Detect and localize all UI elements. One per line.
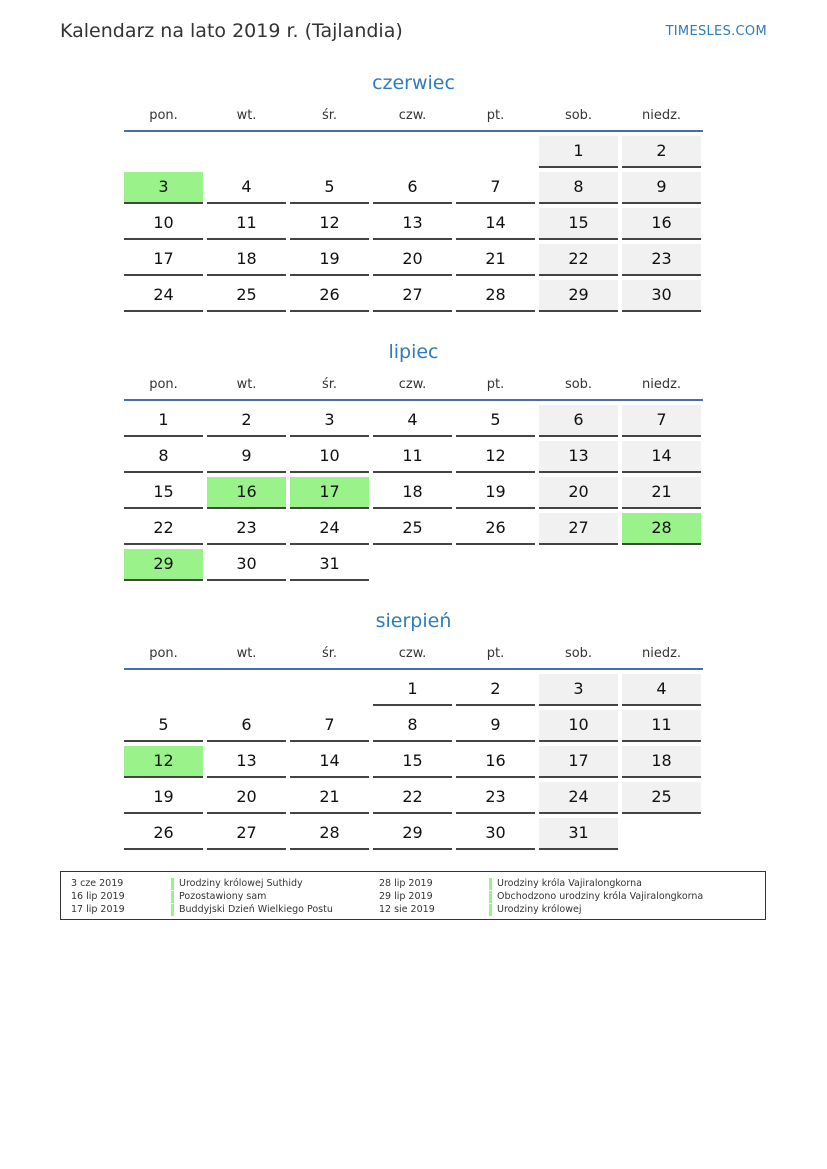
legend-holiday-name: Buddyjski Dzień Wielkiego Postu xyxy=(171,904,333,916)
day-cell[interactable]: 16 xyxy=(622,208,701,240)
legend-holiday-name: Urodziny królowej Suthidy xyxy=(171,878,303,890)
empty-cell xyxy=(290,136,369,168)
weekday-label: pt. xyxy=(486,377,505,392)
day-cell[interactable]: 4 xyxy=(622,674,701,706)
day-cell[interactable]: 26 xyxy=(456,513,535,545)
legend-holiday-name: Urodziny króla Vajiralongkorna xyxy=(489,878,642,890)
day-cell[interactable]: 5 xyxy=(290,172,369,204)
weekday-header xyxy=(124,644,703,670)
day-cell[interactable]: 2 xyxy=(207,405,286,437)
day-cell[interactable]: 28 xyxy=(290,818,369,850)
day-cell[interactable]: 12 xyxy=(456,441,535,473)
month-name: czerwiec xyxy=(372,72,455,94)
weekday-label: niedz. xyxy=(641,646,682,661)
day-cell[interactable]: 14 xyxy=(622,441,701,473)
day-cell[interactable]: 13 xyxy=(373,208,452,240)
month-calendar xyxy=(124,608,703,854)
day-cell[interactable]: 7 xyxy=(456,172,535,204)
empty-cell xyxy=(207,674,286,706)
legend-date: 3 cze 2019 xyxy=(71,878,124,889)
day-cell[interactable]: 16 xyxy=(456,746,535,778)
day-cell[interactable]: 2 xyxy=(622,136,701,168)
day-cell[interactable]: 4 xyxy=(207,172,286,204)
legend-date: 28 lip 2019 xyxy=(379,878,433,889)
day-cell[interactable]: 2 xyxy=(456,674,535,706)
weekday-label: wt. xyxy=(236,646,257,661)
weekday-label: śr. xyxy=(321,377,338,392)
empty-cell xyxy=(456,136,535,168)
day-cell[interactable]: 6 xyxy=(207,710,286,742)
weekday-header xyxy=(124,375,703,401)
day-cell[interactable]: 3 xyxy=(290,405,369,437)
day-cell[interactable]: 3 xyxy=(539,674,618,706)
weekday-label: niedz. xyxy=(641,377,682,392)
day-cell[interactable]: 1 xyxy=(124,405,203,437)
day-cell[interactable]: 31 xyxy=(290,549,369,581)
day-cell[interactable]: 27 xyxy=(539,513,618,545)
day-cell[interactable]: 27 xyxy=(373,280,452,312)
day-cell[interactable]: 7 xyxy=(622,405,701,437)
day-grid xyxy=(124,136,703,316)
weekday-label: sob. xyxy=(564,377,593,392)
day-cell[interactable]: 24 xyxy=(290,513,369,545)
day-cell[interactable]: 30 xyxy=(456,818,535,850)
empty-cell xyxy=(373,136,452,168)
day-cell[interactable]: 19 xyxy=(290,244,369,276)
day-cell[interactable]: 1 xyxy=(539,136,618,168)
day-cell[interactable]: 13 xyxy=(207,746,286,778)
weekday-label: śr. xyxy=(321,108,338,123)
day-cell[interactable]: 14 xyxy=(456,208,535,240)
month-name: lipiec xyxy=(388,341,439,363)
month-calendar xyxy=(124,339,703,585)
day-cell[interactable]: 10 xyxy=(290,441,369,473)
day-cell[interactable]: 21 xyxy=(456,244,535,276)
day-cell[interactable]: 25 xyxy=(207,280,286,312)
day-cell[interactable]: 13 xyxy=(539,441,618,473)
weekday-label: czw. xyxy=(398,646,427,661)
day-cell[interactable]: 15 xyxy=(124,477,203,509)
holiday-day-cell[interactable]: 29 xyxy=(124,549,203,581)
weekday-header xyxy=(124,106,703,132)
day-cell[interactable]: 26 xyxy=(290,280,369,312)
legend-date: 17 lip 2019 xyxy=(71,904,125,915)
day-cell[interactable]: 5 xyxy=(456,405,535,437)
day-cell[interactable]: 11 xyxy=(207,208,286,240)
weekday-label: pon. xyxy=(149,108,178,123)
day-cell[interactable]: 29 xyxy=(539,280,618,312)
day-cell[interactable]: 18 xyxy=(207,244,286,276)
day-cell[interactable]: 12 xyxy=(290,208,369,240)
day-cell[interactable]: 30 xyxy=(622,280,701,312)
day-cell[interactable]: 9 xyxy=(456,710,535,742)
page-title: Kalendarz na lato 2019 r. (Tajlandia) xyxy=(60,20,403,42)
day-cell[interactable]: 9 xyxy=(207,441,286,473)
empty-cell xyxy=(290,674,369,706)
day-grid xyxy=(124,405,703,585)
legend-holiday-name: Obchodzono urodziny króla Vajiralongkorna xyxy=(489,891,703,903)
day-cell[interactable]: 25 xyxy=(373,513,452,545)
day-cell[interactable]: 30 xyxy=(207,549,286,581)
day-cell[interactable]: 23 xyxy=(622,244,701,276)
day-cell[interactable]: 8 xyxy=(124,441,203,473)
day-cell[interactable]: 29 xyxy=(373,818,452,850)
day-cell[interactable]: 19 xyxy=(124,782,203,814)
brand-logo[interactable]: TIMESLES.COM xyxy=(665,24,767,39)
weekday-label: niedz. xyxy=(641,108,682,123)
legend-holiday-name: Pozostawiony sam xyxy=(171,891,266,903)
holiday-day-cell[interactable]: 17 xyxy=(290,477,369,509)
day-cell[interactable]: 21 xyxy=(290,782,369,814)
empty-cell xyxy=(124,674,203,706)
day-cell[interactable]: 20 xyxy=(207,782,286,814)
day-cell[interactable]: 27 xyxy=(207,818,286,850)
holiday-day-cell[interactable]: 3 xyxy=(124,172,203,204)
weekday-label: sob. xyxy=(564,108,593,123)
legend-holiday-name: Urodziny królowej xyxy=(489,904,582,916)
weekday-label: wt. xyxy=(236,377,257,392)
weekday-label: sob. xyxy=(564,646,593,661)
day-cell[interactable]: 7 xyxy=(290,710,369,742)
day-cell[interactable]: 14 xyxy=(290,746,369,778)
day-cell[interactable]: 6 xyxy=(373,172,452,204)
weekday-label: pt. xyxy=(486,646,505,661)
weekday-label: czw. xyxy=(398,108,427,123)
weekday-label: pt. xyxy=(486,108,505,123)
day-cell[interactable]: 23 xyxy=(207,513,286,545)
day-cell[interactable]: 11 xyxy=(622,710,701,742)
day-cell[interactable]: 15 xyxy=(539,208,618,240)
empty-cell xyxy=(124,136,203,168)
weekday-label: pon. xyxy=(149,377,178,392)
day-cell[interactable]: 8 xyxy=(539,172,618,204)
day-cell[interactable]: 26 xyxy=(124,818,203,850)
day-cell[interactable]: 22 xyxy=(124,513,203,545)
month-name: sierpień xyxy=(375,610,452,632)
day-cell[interactable]: 6 xyxy=(539,405,618,437)
day-cell[interactable]: 17 xyxy=(539,746,618,778)
day-cell[interactable]: 19 xyxy=(456,477,535,509)
day-cell[interactable]: 9 xyxy=(622,172,701,204)
day-cell[interactable]: 5 xyxy=(124,710,203,742)
day-cell[interactable]: 23 xyxy=(456,782,535,814)
day-cell[interactable]: 22 xyxy=(539,244,618,276)
legend-date: 12 sie 2019 xyxy=(379,904,435,915)
day-cell[interactable]: 24 xyxy=(124,280,203,312)
holiday-day-cell[interactable]: 28 xyxy=(622,513,701,545)
day-cell[interactable]: 17 xyxy=(124,244,203,276)
day-cell[interactable]: 11 xyxy=(373,441,452,473)
day-cell[interactable]: 22 xyxy=(373,782,452,814)
day-cell[interactable]: 20 xyxy=(539,477,618,509)
day-cell[interactable]: 18 xyxy=(373,477,452,509)
day-cell[interactable]: 28 xyxy=(456,280,535,312)
day-grid xyxy=(124,674,703,854)
weekday-label: pon. xyxy=(149,646,178,661)
empty-cell xyxy=(207,136,286,168)
day-cell[interactable]: 25 xyxy=(622,782,701,814)
weekday-label: wt. xyxy=(236,108,257,123)
day-cell[interactable]: 10 xyxy=(124,208,203,240)
holiday-day-cell[interactable]: 16 xyxy=(207,477,286,509)
legend-date: 29 lip 2019 xyxy=(379,891,433,902)
holiday-day-cell[interactable]: 12 xyxy=(124,746,203,778)
day-cell[interactable]: 20 xyxy=(373,244,452,276)
month-calendar xyxy=(124,70,703,316)
day-cell[interactable]: 31 xyxy=(539,818,618,850)
legend-date: 16 lip 2019 xyxy=(71,891,125,902)
day-cell[interactable]: 1 xyxy=(373,674,452,706)
day-cell[interactable]: 21 xyxy=(622,477,701,509)
day-cell[interactable]: 8 xyxy=(373,710,452,742)
day-cell[interactable]: 24 xyxy=(539,782,618,814)
day-cell[interactable]: 10 xyxy=(539,710,618,742)
day-cell[interactable]: 18 xyxy=(622,746,701,778)
holiday-legend xyxy=(60,871,766,920)
day-cell[interactable]: 15 xyxy=(373,746,452,778)
weekday-label: czw. xyxy=(398,377,427,392)
day-cell[interactable]: 4 xyxy=(373,405,452,437)
weekday-label: śr. xyxy=(321,646,338,661)
